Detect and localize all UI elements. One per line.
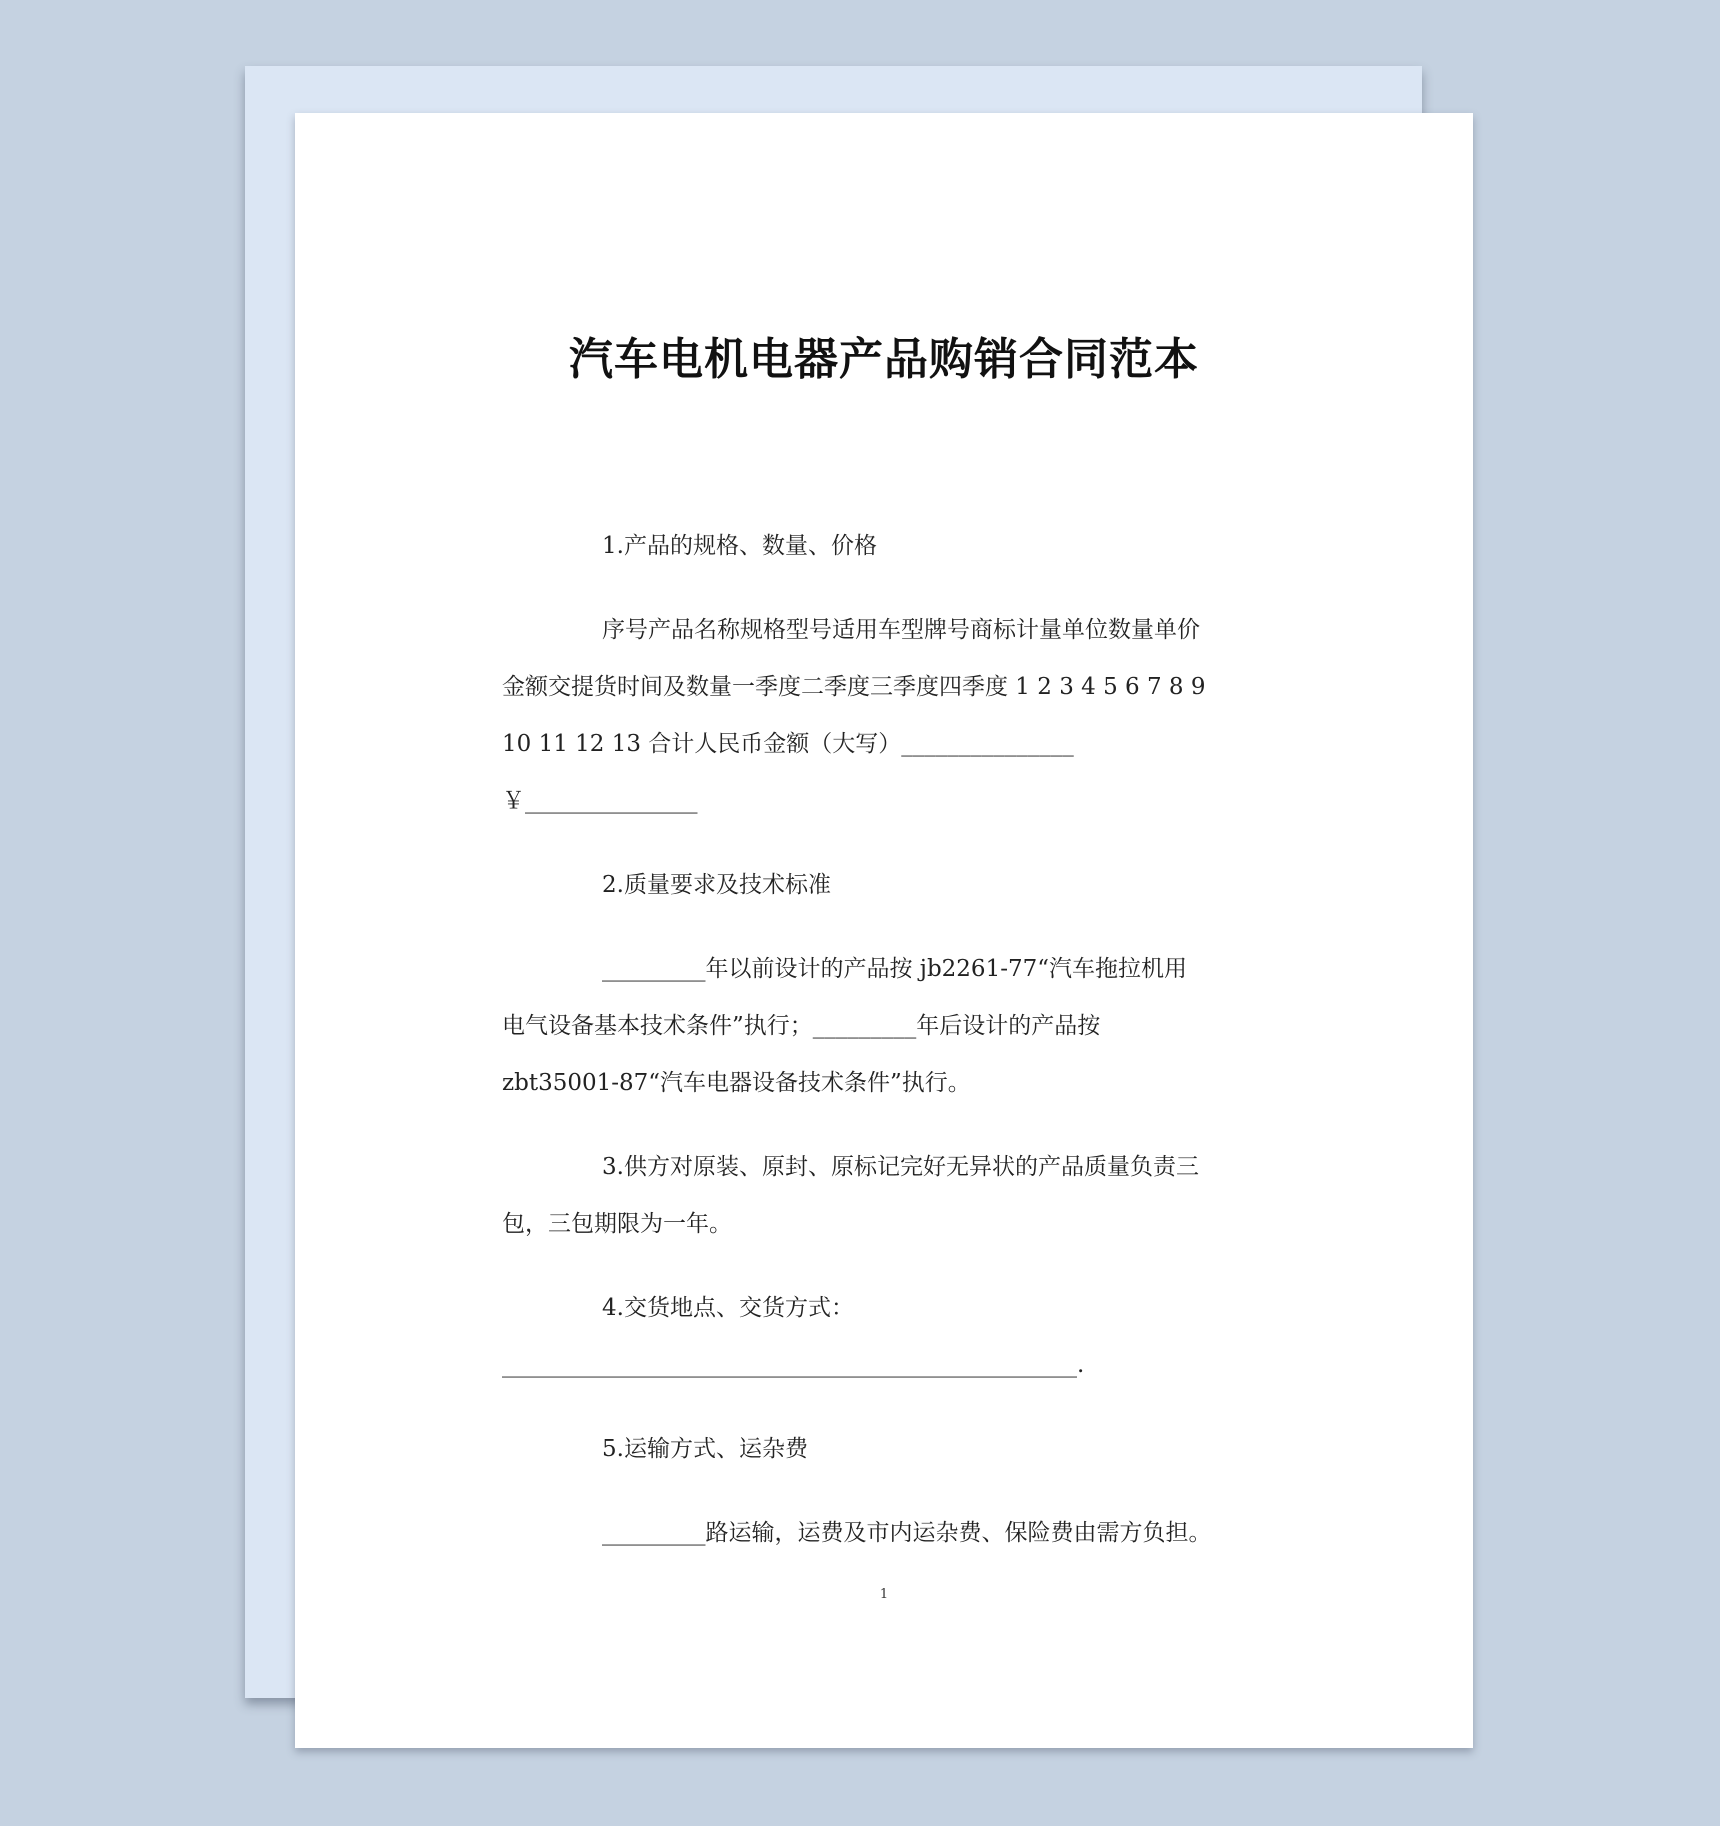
page-number: 1 <box>879 1587 889 1602</box>
section-1-body-line-1: 序号产品名称规格型号适用车型牌号商标计量单位数量单价 <box>602 617 1200 643</box>
section-2-heading: 2.质量要求及技术标准 <box>602 872 831 898</box>
section-1-body-line-3: 10 11 12 13 合计人民币金额（大写）_______________ <box>502 731 1074 757</box>
document-page <box>295 113 1473 1748</box>
section-3-body-line-1: 3.供方对原装、原封、原标记完好无异状的产品质量负责三 <box>602 1154 1199 1180</box>
section-3-body-line-2: 包，三包期限为一年。 <box>502 1211 732 1237</box>
section-4-blank-line: __________________________________________________. <box>502 1352 1085 1378</box>
section-5-body-line-1: _________路运输，运费及市内运杂费、保险费由需方负担。 <box>602 1520 1212 1546</box>
section-5-heading: 5.运输方式、运杂费 <box>602 1436 808 1462</box>
section-1-heading: 1.产品的规格、数量、价格 <box>602 533 877 559</box>
section-1-body-line-4: ￥_______________ <box>502 788 698 814</box>
section-2-body-line-3: zbt35001-87“汽车电器设备技术条件”执行。 <box>502 1070 971 1096</box>
section-4-heading: 4.交货地点、交货方式： <box>602 1295 854 1321</box>
section-2-body-line-1: _________年以前设计的产品按 jb2261-77“汽车拖拉机用 <box>602 956 1187 982</box>
section-1-body-line-2: 金额交提货时间及数量一季度二季度三季度四季度 1 2 3 4 5 6 7 8 9 <box>502 674 1206 700</box>
document-title: 汽车电机电器产品购销合同范本 <box>569 334 1199 385</box>
section-2-body-line-2: 电气设备基本技术条件”执行；_________年后设计的产品按 <box>502 1013 1101 1039</box>
